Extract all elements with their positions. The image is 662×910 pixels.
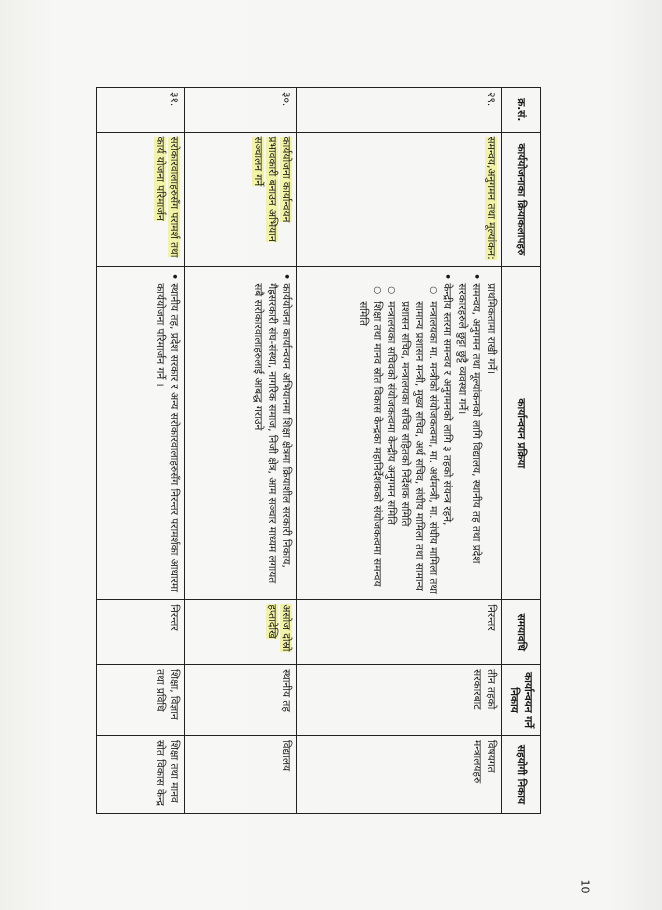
process-bullet: • स्थानीय तह, प्रदेश सरकार र अन्य सरोकारवालाहरुसँग निरन्तर परामर्शका आधारमा कार्ययोजना परिमार्जन गर्ने । [153, 283, 181, 595]
page-number: 10 [578, 879, 592, 894]
row-sn: ३१. [97, 88, 185, 133]
row-activity [185, 132, 297, 267]
row-cooperating-body: विद्यालय [185, 736, 297, 814]
header-cooperating-body: सहयोगी निकाय [502, 736, 541, 814]
activity-text: कार्ययोजना कार्यान्वयन प्रभावकारी बनाउन अभियान सञ्चालन गर्ने [252, 136, 292, 242]
row-timeline: निरन्तर [297, 600, 502, 665]
row-sn: २९. [297, 88, 502, 133]
row-timeline [185, 600, 297, 665]
process-sublist [356, 283, 440, 595]
row-activity [97, 132, 185, 267]
header-process: कार्यान्वयन प्रक्रिया [502, 267, 541, 600]
action-plan-table [96, 87, 541, 814]
process-bullet [356, 283, 454, 595]
activity-text: सरोकारवालाहरुसँग परामर्श तथा कार्य योजना परिमार्जन [154, 136, 180, 258]
process-bullet-text: केन्द्रीय स्तरमा समन्वय र अनुगमनको लागि ३ तहको संयन्त्र रहने, [441, 283, 453, 526]
process-intro: प्राथमिकतामा राखी गर्ने। [485, 283, 497, 375]
process-list [251, 271, 293, 595]
row-implementing-body: शिक्षा, विज्ञान तथा प्रविधि [97, 665, 185, 736]
row-implementing-body: स्थानीय तह [185, 665, 297, 736]
process-list [153, 271, 181, 595]
row-process [297, 267, 502, 600]
header-sn: क्र.सं. [502, 88, 541, 133]
row-implementing-body: तीन तहको सरकारबाट [297, 665, 502, 736]
table-row [185, 88, 297, 814]
process-subitem: ○ शिक्षा तथा मानव स्रोत विकास केन्द्रका महानिर्देशकको संयोजकत्वमा समन्वय समिति [356, 301, 384, 595]
row-sn: ३०. [185, 88, 297, 133]
table-row [97, 88, 185, 814]
row-cooperating-body: विषयगत मन्त्रालयहरु [297, 736, 502, 814]
row-process [97, 267, 185, 600]
timeline-text: असोज दोस्रो हप्तादेखि [266, 604, 292, 652]
header-implementing-body: कार्यान्वयन गर्ने निकाय [502, 665, 541, 736]
process-subitem: ○ मन्त्रालयका मा. मन्त्रीको संयोजकत्वमा, मा. अर्थमन्त्री, मा. संघीय मामिला तथा सामान्य प्रशासन मन्त्री, मुख्य सचिव, अर्थ सचिव, संघीय मामिला तथा सामान्य प्रशासन सचिव, मन्त्रालयका सचिव सहितको निर्देशक समिति [398, 301, 440, 595]
rotated-table-wrapper [97, 87, 541, 814]
process-list [356, 271, 498, 595]
row-process [185, 267, 297, 600]
row-cooperating-body: शिक्षा तथा मानव स्रोत विकास केन्द्र [97, 736, 185, 814]
process-bullet: • कार्ययोजना कार्यान्वयन अभियानमा शिक्षा क्षेत्रमा क्रियाशील सरकारी निकाय, गैह्रसरकारी संघ-संस्था, नागरिक समाज, निजी क्षेत्र, आम सञ्चार माध्यम लगायत सबै सरोकारवालाहरुलाई आबद्ध गराउने [251, 283, 293, 595]
process-bullet: • समन्वय, अनुगमन तथा मूल्यांकनको लागि विद्यालय, स्थानीय तह तथा प्रदेश सरकारहरुले छुट्टा छुट्टै व्यवस्था गर्ने। [455, 283, 483, 595]
header-activity: कार्ययोजनाका क्रियाकलापहरु [502, 132, 541, 267]
header-timeline: समयावधि [502, 600, 541, 665]
table-header-row [502, 88, 541, 814]
row-timeline: निरन्तर [97, 600, 185, 665]
process-subitem: ○ मन्त्रालयका सचिवको संयोजकत्वमा केन्द्रीय अनुगमन समिति [384, 301, 398, 595]
activity-text: समन्वय,अनुगमन तथा मूल्यांकन: [485, 136, 497, 260]
table-row [297, 88, 502, 814]
row-activity [297, 132, 502, 267]
